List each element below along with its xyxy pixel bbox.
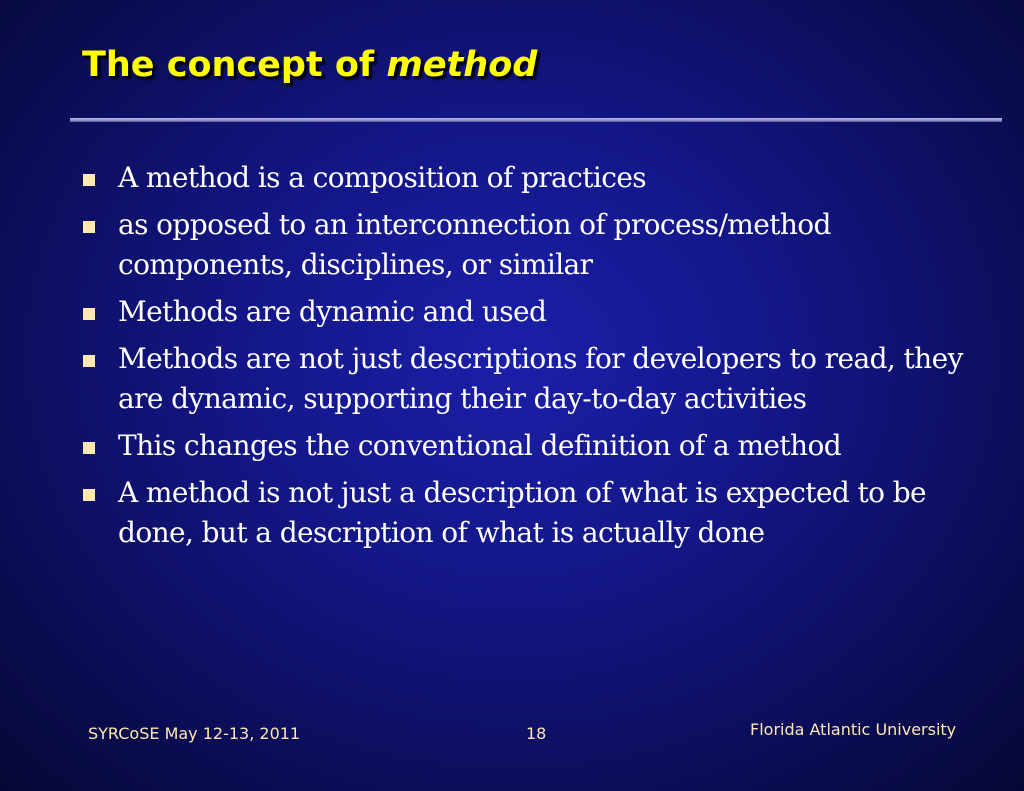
bullet-text: Methods are not just descriptions for developers to read, they are dynamic, supporting their day-to-day activities (118, 342, 963, 415)
bullet-item (80, 473, 990, 553)
bullet-item (80, 292, 990, 332)
footer-page-number: 18 (526, 724, 547, 743)
bullet-text: A method is not just a description of what is expected to be done, but a description of what is actually done (118, 476, 926, 549)
slide-title (82, 46, 537, 85)
bullet-text: as opposed to an interconnection of process/method components, disciplines, or similar (118, 208, 831, 281)
title-divider (70, 118, 1002, 122)
bullet-item (80, 426, 990, 466)
square-bullet-icon (83, 308, 95, 320)
bullet-text: Methods are dynamic and used (118, 295, 547, 328)
bullet-list (80, 158, 990, 560)
bullet-item (80, 339, 990, 419)
bullet-item (80, 158, 990, 198)
bullet-text: A method is a composition of practices (118, 161, 647, 194)
square-bullet-icon (83, 355, 95, 367)
square-bullet-icon (83, 174, 95, 186)
square-bullet-icon (83, 442, 95, 454)
bullet-text: This changes the conventional definition of a method (118, 429, 842, 462)
footer-institution: Florida Atlantic University (750, 720, 957, 739)
slide-title-text: The concept of (82, 45, 387, 85)
footer-event-date: SYRCoSE May 12-13, 2011 (88, 724, 301, 743)
square-bullet-icon (83, 221, 95, 233)
square-bullet-icon (83, 489, 95, 501)
bullet-item (80, 205, 990, 285)
slide-title-emphasis: method (386, 45, 538, 85)
